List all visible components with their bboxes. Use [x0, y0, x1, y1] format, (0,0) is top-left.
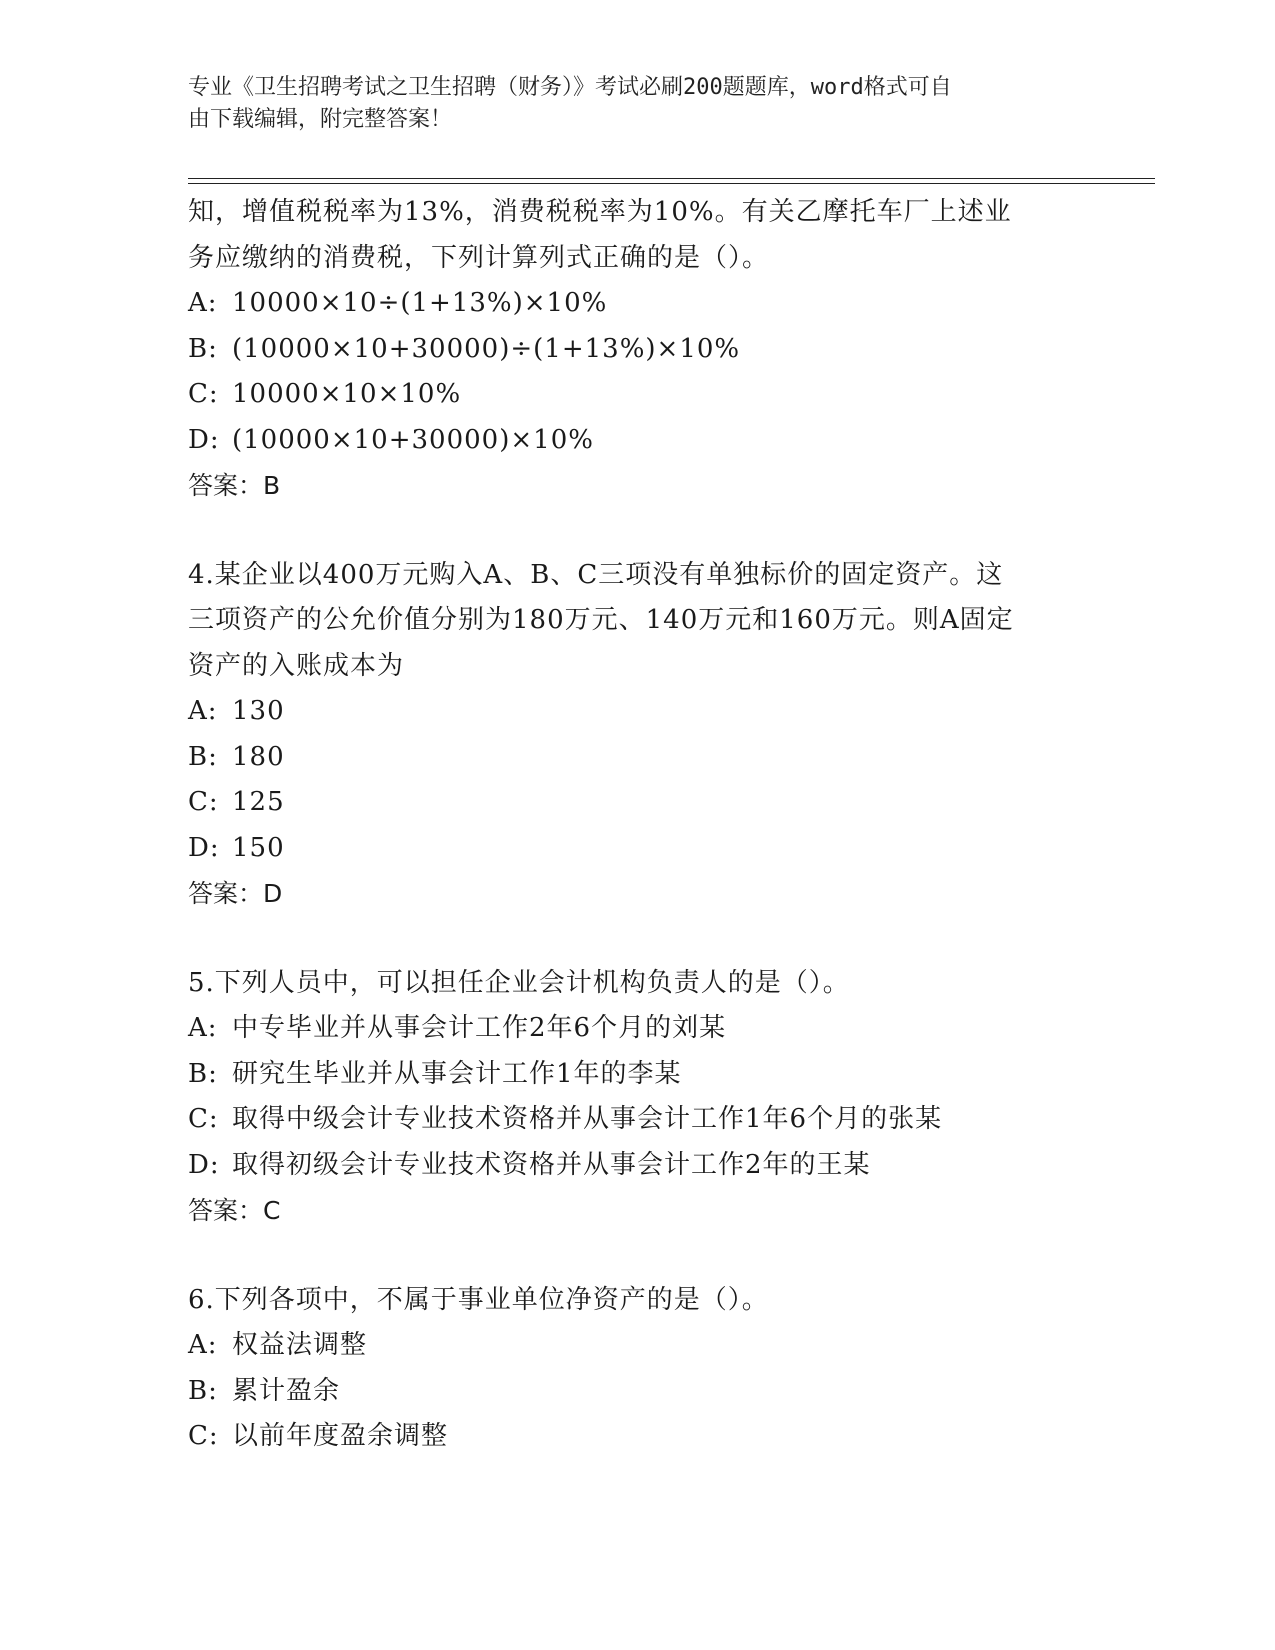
option-label: A: [188, 696, 218, 726]
option-d [188, 418, 1068, 464]
option-c [188, 1097, 1068, 1143]
option-d [188, 1143, 1068, 1189]
option-b [188, 1369, 1068, 1415]
option-text: 权益法调整 [232, 1330, 368, 1360]
option-a [188, 281, 1068, 327]
option-text: 取得初级会计专业技术资格并从事会计工作2年的王某 [232, 1149, 871, 1180]
option-c [188, 780, 1068, 826]
option-b [188, 1052, 1068, 1098]
option-label: B: [188, 1058, 218, 1089]
option-text: (10000×10+30000)×10% [232, 424, 594, 455]
option-label: C: [188, 787, 219, 817]
option-label: A: [188, 288, 218, 318]
option-d [188, 826, 1068, 872]
header-line-1: 专业《卫生招聘考试之卫生招聘（财务）》考试必刷200题题库，word格式可自 [188, 75, 952, 100]
option-b [188, 735, 1068, 781]
question-5 [188, 961, 1068, 1234]
document-header [188, 72, 1068, 136]
option-label: B: [188, 741, 218, 772]
option-label: C: [188, 1104, 219, 1134]
option-c [188, 1414, 1068, 1460]
option-a [188, 689, 1068, 735]
answer: 答案：B [188, 471, 281, 500]
question-stem-line: 知，增值税税率为13%，消费税税率为10%。有关乙摩托车厂上述业 [188, 197, 1012, 227]
option-label: C: [188, 379, 219, 409]
option-text: 150 [232, 832, 285, 863]
option-label: D: [188, 832, 220, 863]
option-label: B: [188, 333, 218, 364]
question-stem-line: 6.下列各项中，不属于事业单位净资产的是（）。 [188, 1284, 769, 1315]
option-text: 10000×10×10% [232, 379, 462, 409]
option-label: D: [188, 1149, 220, 1180]
option-text: (10000×10+30000)÷(1+13%)×10% [232, 333, 741, 364]
question-stem-line: 务应缴纳的消费税，下列计算列式正确的是（）。 [188, 242, 770, 273]
question-6 [188, 1278, 1068, 1460]
option-text: 130 [232, 696, 285, 726]
option-text: 125 [232, 787, 285, 817]
option-text: 研究生毕业并从事会计工作1年的李某 [232, 1058, 682, 1089]
option-label: D: [188, 424, 220, 455]
option-label: A: [188, 1013, 218, 1043]
question-stem-line: 三项资产的公允价值分别为180万元、140万元和160万元。则A固定 [188, 605, 1014, 635]
option-a [188, 1006, 1068, 1052]
question-3 [188, 190, 1068, 509]
option-label: C: [188, 1421, 219, 1451]
question-4 [188, 553, 1068, 917]
option-b [188, 327, 1068, 373]
document-body [188, 190, 1068, 1460]
header-rule-bottom [188, 183, 1155, 184]
question-stem-line: 4.某企业以400万元购入A、B、C三项没有单独标价的固定资产。这 [188, 559, 1004, 590]
header-line-2: 由下载编辑，附完整答案！ [188, 107, 453, 132]
option-text: 以前年度盈余调整 [232, 1421, 449, 1451]
option-label: B: [188, 1375, 218, 1406]
option-text: 中专毕业并从事会计工作2年6个月的刘某 [232, 1013, 727, 1043]
answer: 答案：D [188, 879, 283, 908]
answer: 答案：C [188, 1196, 281, 1225]
question-stem-line: 5.下列人员中，可以担任企业会计机构负责人的是（）。 [188, 967, 850, 998]
question-stem-line: 资产的入账成本为 [188, 650, 405, 681]
option-text: 取得中级会计专业技术资格并从事会计工作1年6个月的张某 [232, 1104, 943, 1134]
option-text: 10000×10÷(1+13%)×10% [232, 288, 608, 318]
option-c [188, 372, 1068, 418]
option-a [188, 1323, 1068, 1369]
option-text: 累计盈余 [232, 1375, 341, 1406]
header-rule-top [188, 178, 1155, 179]
option-text: 180 [232, 741, 285, 772]
option-label: A: [188, 1330, 218, 1360]
